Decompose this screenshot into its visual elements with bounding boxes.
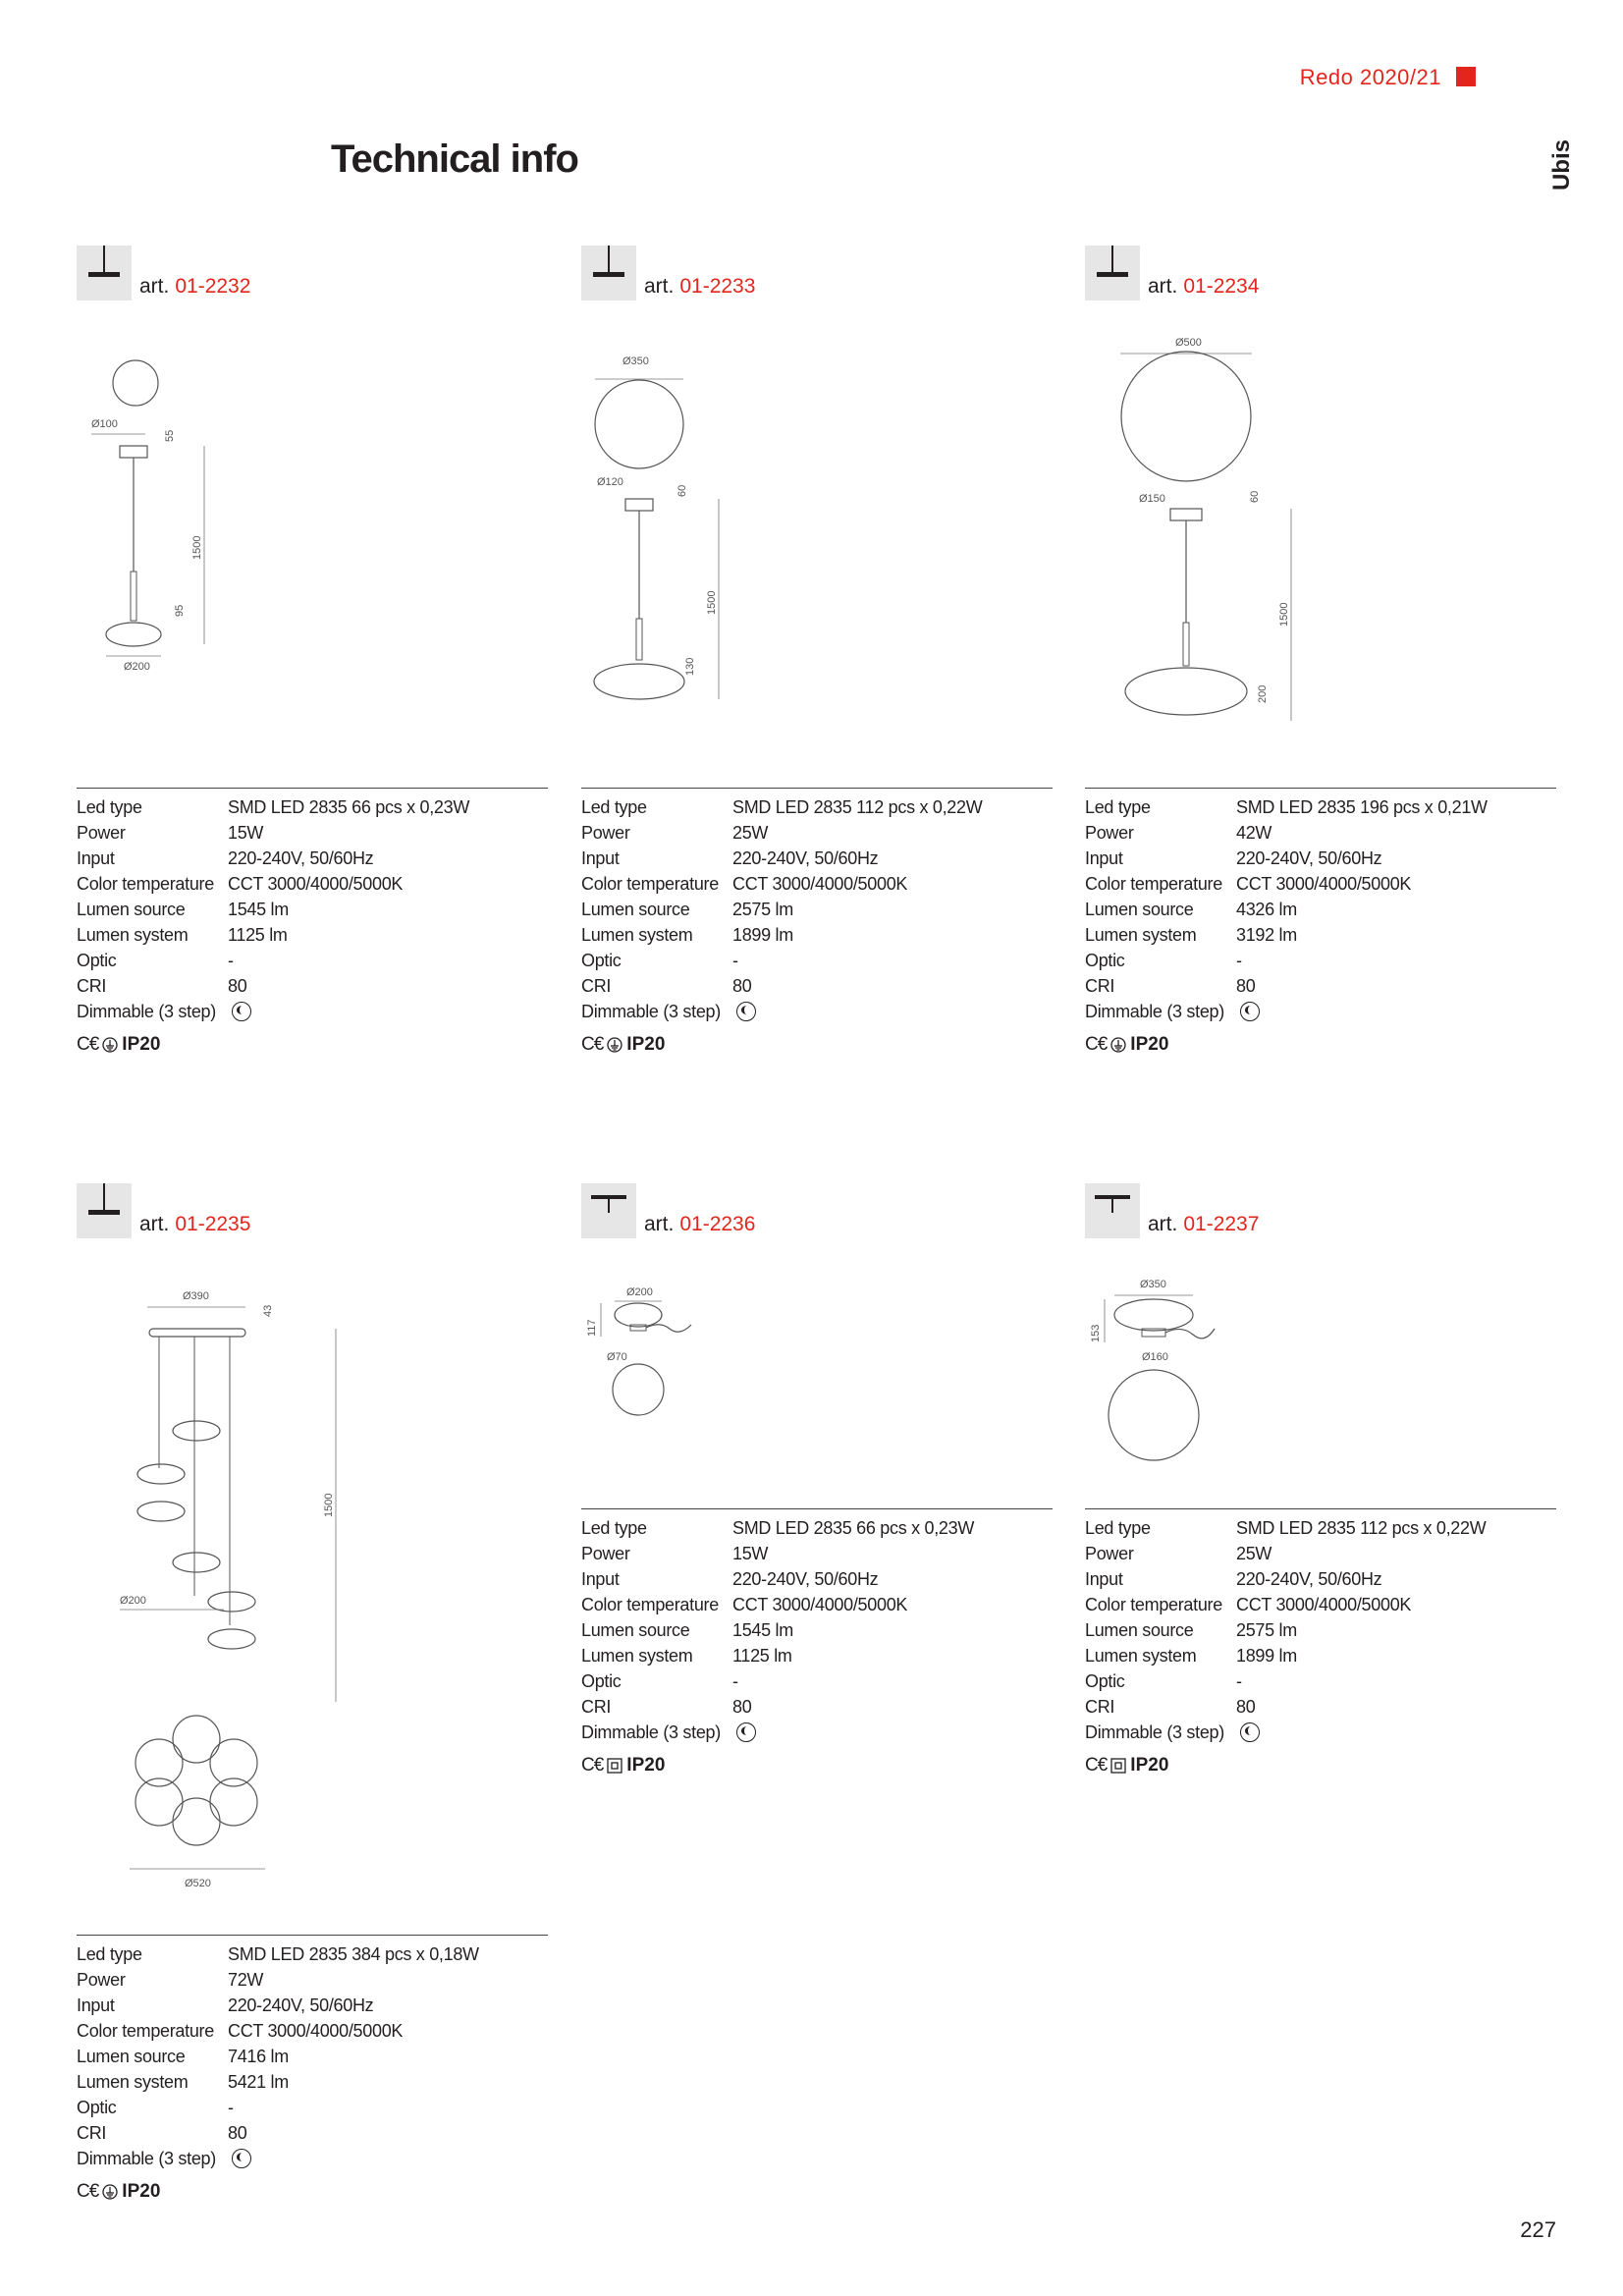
spec-row-lumen-system: Lumen system 3192 lm <box>1085 924 1297 945</box>
dim-top-diameter: Ø100 <box>91 418 118 430</box>
dim-canopy-height: 43 <box>262 1304 274 1317</box>
technical-drawing <box>77 1282 548 1910</box>
dimmable-icon <box>232 1002 251 1021</box>
page-title: Technical info <box>331 137 578 181</box>
certifications <box>1085 1755 1556 1777</box>
earth-class-icon <box>102 1037 118 1053</box>
spec-row-cri: CRI 80 <box>581 975 752 996</box>
product-header <box>77 1183 548 1240</box>
dimmable-icon <box>232 2149 251 2168</box>
spec-row-lumen-system: Lumen system 1125 lm <box>77 924 288 945</box>
dim-canopy-height: 55 <box>164 429 176 442</box>
certifications <box>581 1755 1053 1777</box>
spec-row-led-type: Led type SMD LED 2835 384 pcs x 0,18W <box>77 1943 479 1964</box>
technical-drawing <box>1085 332 1556 725</box>
ce-mark-icon: C€ <box>1085 1034 1108 1055</box>
dim-shade-height: 200 <box>1257 684 1269 703</box>
ce-mark-icon: C€ <box>581 1034 604 1055</box>
spec-row-power: Power 15W <box>77 822 264 843</box>
earth-class-icon <box>102 2184 118 2200</box>
technical-drawing <box>77 344 548 678</box>
dim-mount-diameter: Ø160 <box>1142 1351 1168 1363</box>
spec-row-color-temperature: Color temperature CCT 3000/4000/5000K <box>77 873 404 894</box>
spec-row-lumen-source: Lumen source 7416 lm <box>77 2046 289 2066</box>
dim-top-diameter: Ø350 <box>622 355 649 367</box>
product-01-2235 <box>77 1183 548 2202</box>
spec-row-cri: CRI 80 <box>581 1696 752 1717</box>
dim-top-diameter: Ø500 <box>1175 337 1202 349</box>
spec-row-color-temperature: Color temperature CCT 3000/4000/5000K <box>581 1594 908 1614</box>
spec-row-dimmable: Dimmable (3 step) <box>77 999 548 1024</box>
article-number: art. 01-2235 <box>139 1213 251 1235</box>
pendant-icon <box>1085 246 1140 301</box>
product-01-2232 <box>77 246 548 1055</box>
spec-row-optic: Optic - <box>77 950 234 970</box>
spec-row-color-temperature: Color temperature CCT 3000/4000/5000K <box>1085 1594 1412 1614</box>
spec-row-optic: Optic - <box>77 2097 234 2117</box>
dim-canopy-diameter: Ø120 <box>597 476 623 488</box>
ce-mark-icon: C€ <box>581 1755 604 1776</box>
ce-mark-icon: C€ <box>77 2181 99 2202</box>
certifications <box>581 1034 1053 1056</box>
spec-row-lumen-source: Lumen source 2575 lm <box>1085 1619 1297 1640</box>
spec-row-led-type: Led type SMD LED 2835 66 pcs x 0,23W <box>581 1517 975 1538</box>
dim-length: 1500 <box>1278 602 1290 627</box>
spec-row-lumen-system: Lumen system 1899 lm <box>1085 1645 1297 1666</box>
spec-row-lumen-source: Lumen source 2575 lm <box>581 899 793 919</box>
article-number: art. 01-2237 <box>1148 1213 1260 1235</box>
dimmable-icon <box>736 1722 756 1742</box>
ip-rating: IP20 <box>626 1755 666 1776</box>
article-number: art. 01-2234 <box>1148 275 1260 298</box>
product-header <box>1085 1183 1556 1240</box>
ce-mark-icon: C€ <box>77 1034 99 1055</box>
spec-row-cri: CRI 80 <box>77 975 247 996</box>
product-01-2234 <box>1085 246 1556 1055</box>
ip-rating: IP20 <box>626 1034 666 1055</box>
dim-height: 117 <box>586 1319 598 1337</box>
double-insulation-icon <box>607 1758 622 1774</box>
spec-row-color-temperature: Color temperature CCT 3000/4000/5000K <box>581 873 908 894</box>
dim-length: 1500 <box>323 1493 335 1517</box>
pendant-icon <box>581 246 636 301</box>
spec-row-led-type: Led type SMD LED 2835 196 pcs x 0,21W <box>1085 796 1488 817</box>
spec-row-led-type: Led type SMD LED 2835 112 pcs x 0,22W <box>581 796 983 817</box>
spec-row-power: Power 25W <box>581 822 769 843</box>
dim-shade-diameter: Ø200 <box>124 661 150 673</box>
side-label: Ubis <box>1548 139 1575 191</box>
article-number: art. 01-2236 <box>644 1213 756 1235</box>
ip-rating: IP20 <box>122 1034 161 1055</box>
spec-row-color-temperature: Color temperature CCT 3000/4000/5000K <box>77 2020 404 2041</box>
wall-icon <box>1085 1183 1140 1238</box>
spec-row-input: Input 220-240V, 50/60Hz <box>1085 847 1382 868</box>
spec-row-input: Input 220-240V, 50/60Hz <box>77 847 374 868</box>
product-header <box>77 246 548 302</box>
brand-label: Redo 2020/21 <box>1299 65 1441 89</box>
brand-square-icon <box>1456 67 1476 86</box>
spec-row-dimmable: Dimmable (3 step) <box>77 2146 548 2171</box>
spec-row-color-temperature: Color temperature CCT 3000/4000/5000K <box>1085 873 1412 894</box>
spec-row-led-type: Led type SMD LED 2835 112 pcs x 0,22W <box>1085 1517 1487 1538</box>
dim-shade-diameter: Ø200 <box>120 1595 146 1607</box>
pendant-icon <box>77 1183 132 1238</box>
double-insulation-icon <box>1110 1758 1126 1774</box>
pendant-icon <box>77 246 132 301</box>
dim-canopy-diameter: Ø150 <box>1139 493 1165 505</box>
dim-height: 153 <box>1090 1324 1102 1342</box>
dim-canopy-height: 60 <box>676 484 688 497</box>
dim-mount-diameter: Ø70 <box>607 1351 627 1363</box>
dim-spread-diameter: Ø520 <box>185 1878 211 1889</box>
spec-row-lumen-system: Lumen system 1125 lm <box>581 1645 792 1666</box>
spec-row-optic: Optic - <box>581 950 738 970</box>
dimmable-icon <box>1240 1722 1260 1742</box>
dim-shade-height: 130 <box>684 657 696 676</box>
spec-row-power: Power 42W <box>1085 822 1272 843</box>
page-number: 227 <box>1520 2217 1556 2242</box>
spec-row-power: Power 25W <box>1085 1543 1272 1563</box>
technical-drawing <box>1085 1274 1556 1470</box>
spec-table <box>581 1508 1053 1777</box>
dim-canopy-height: 60 <box>1249 490 1261 503</box>
article-number: art. 01-2233 <box>644 275 756 298</box>
spec-row-lumen-source: Lumen source 1545 lm <box>77 899 289 919</box>
dim-shade-diameter: Ø200 <box>626 1286 653 1298</box>
spec-row-dimmable: Dimmable (3 step) <box>581 1720 1053 1745</box>
technical-drawing <box>581 1282 1053 1439</box>
spec-row-dimmable: Dimmable (3 step) <box>1085 1720 1556 1745</box>
spec-row-lumen-system: Lumen system 5421 lm <box>77 2071 289 2092</box>
dim-length: 1500 <box>706 590 718 615</box>
product-01-2237 <box>1085 1183 1556 1776</box>
dim-length: 1500 <box>191 535 203 560</box>
spec-table <box>1085 1508 1556 1777</box>
spec-row-optic: Optic - <box>1085 950 1242 970</box>
spec-row-lumen-source: Lumen source 1545 lm <box>581 1619 793 1640</box>
ce-mark-icon: C€ <box>1085 1755 1108 1776</box>
product-header <box>581 246 1053 302</box>
product-01-2236 <box>581 1183 1053 1776</box>
spec-row-lumen-source: Lumen source 4326 lm <box>1085 899 1297 919</box>
spec-row-input: Input 220-240V, 50/60Hz <box>77 1995 374 2015</box>
certifications <box>1085 1034 1556 1056</box>
dimmable-icon <box>1240 1002 1260 1021</box>
spec-row-lumen-system: Lumen system 1899 lm <box>581 924 793 945</box>
product-header <box>1085 246 1556 302</box>
spec-row-cri: CRI 80 <box>77 2122 247 2143</box>
product-01-2233 <box>581 246 1053 1055</box>
wall-icon <box>581 1183 636 1238</box>
dimmable-icon <box>736 1002 756 1021</box>
spec-row-power: Power 72W <box>77 1969 264 1990</box>
ip-rating: IP20 <box>122 2181 161 2202</box>
spec-row-dimmable: Dimmable (3 step) <box>1085 999 1556 1024</box>
spec-row-optic: Optic - <box>1085 1670 1242 1691</box>
dim-canopy-diameter: Ø390 <box>183 1290 209 1302</box>
spec-row-input: Input 220-240V, 50/60Hz <box>581 1568 879 1589</box>
earth-class-icon <box>607 1037 622 1053</box>
article-number: art. 01-2232 <box>139 275 251 298</box>
earth-class-icon <box>1110 1037 1126 1053</box>
technical-drawing <box>581 340 1053 713</box>
spec-row-power: Power 15W <box>581 1543 769 1563</box>
spec-table <box>1085 788 1556 1056</box>
spec-table <box>77 788 548 1056</box>
certifications <box>77 2181 548 2203</box>
spec-row-cri: CRI 80 <box>1085 1696 1256 1717</box>
product-header <box>581 1183 1053 1240</box>
ip-rating: IP20 <box>1130 1755 1169 1776</box>
spec-row-optic: Optic - <box>581 1670 738 1691</box>
dim-shade-height: 95 <box>174 604 186 617</box>
certifications <box>77 1034 548 1056</box>
spec-row-dimmable: Dimmable (3 step) <box>581 999 1053 1024</box>
ip-rating: IP20 <box>1130 1034 1169 1055</box>
spec-table <box>77 1935 548 2203</box>
dim-shade-diameter: Ø350 <box>1140 1279 1166 1290</box>
spec-row-cri: CRI 80 <box>1085 975 1256 996</box>
spec-row-led-type: Led type SMD LED 2835 66 pcs x 0,23W <box>77 796 470 817</box>
spec-table <box>581 788 1053 1056</box>
spec-row-input: Input 220-240V, 50/60Hz <box>1085 1568 1382 1589</box>
spec-row-input: Input 220-240V, 50/60Hz <box>581 847 879 868</box>
